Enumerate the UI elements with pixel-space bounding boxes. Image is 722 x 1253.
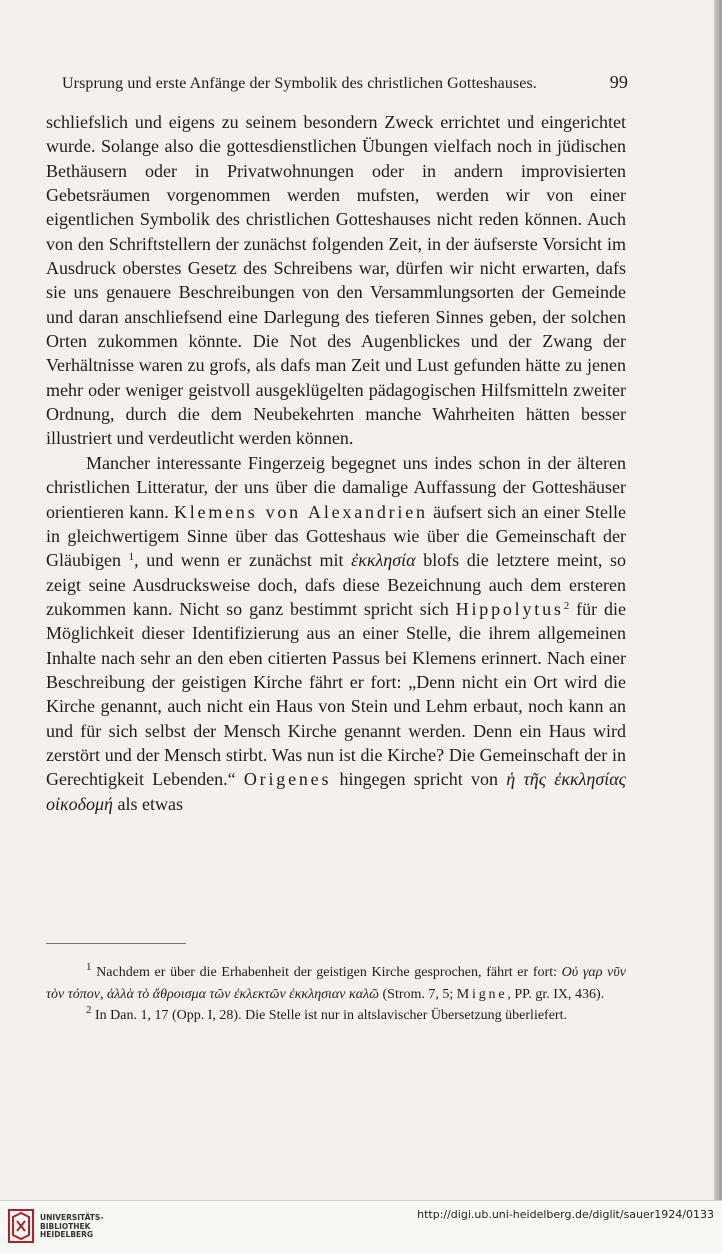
- paragraph-1: schliefslich und eigens zu seinem besondern Zweck errichtet und eingerichtet wurde. Solange also die gottesdienstlichen Übungen vielfach noch in jüdischen Bethäusern oder in Privatwohnungen oder in andern improvisierten Gebetsräumen vorgenommen werden mufsten, werden wir von einer eigentlichen Symbolik des christlichen Gotteshauses nicht reden können. Auch von den Schriftstellern der zunächst folgenden Zeit, in der äufserste Vorsicht im Ausdruck oberstes Gesetz des Schreibens war, dürfen wir nicht erwarten, dafs sie uns genauere Beschreibungen von den Versammlungsorten der Gemeinde und daran anschliefsend eine Darlegung des tieferen Sinnes geben, der solchen Orten zukommen könnte. Die Not des Augenblickes und der Zwang der Verhältnisse waren zu grofs, als dafs man Zeit und Lust gefunden hätte zu jenen mehr oder weniger geistvoll ausgeklügelten pädagogischen Hilfsmitteln zweiter Ordnung, durch die dem Neubekehrten manche Wahrheiten hätten besser illustriert und verdeutlicht werden können.: [46, 112, 626, 449]
- footnote-ref-2[interactable]: 2: [563, 599, 570, 612]
- footnote-ref-1[interactable]: 1: [128, 551, 135, 564]
- footnote-1: [46, 962, 626, 1005]
- permalink-url[interactable]: http://digi.ub.uni-heidelberg.de/diglit/sauer1924/0133: [417, 1208, 714, 1221]
- person-name-migne: Migne: [456, 986, 508, 1002]
- main-text: [46, 110, 626, 816]
- text-run: Mancher interessante Fingerzeig begegnet uns indes schon in der älteren christlichen Litteratur, der uns über die damalige Auffassung der Gotteshäuser orientieren kann.: [46, 452, 626, 522]
- paragraph-2: [46, 451, 626, 816]
- footnotes: [46, 962, 626, 1027]
- person-name-hippolytus: Hippolytus: [455, 598, 564, 619]
- text-run: äufsert sich an einer Stelle in gleichwertigem Sinne über das Gotteshaus wie über die Gemeinschaft der Gläubigen: [46, 501, 626, 571]
- page-edge-shadow: [714, 0, 722, 1200]
- footnote-divider: [46, 943, 186, 944]
- library-name: [40, 1214, 103, 1240]
- text-run: für die Möglichkeit dieser Identifizierung aus an einer Stelle, die ihrem allgemeinen Inhalte nach sehr an den eben citierten Passus bei Klemens erinnert. Nach einer Beschreibung der geistigen Kirche fährt er fort: „Denn nicht ein Ort wird die Kirche genannt, auch nicht ein Haus von Stein und Lehm erbaut, noch kann an und für sich selbst der Mensch Kirche genannt werden. Denn ein Haus wird zerstört und der Mensch stirbt. Was nun ist die Kirche? Die Gemeinschaft der in Gerechtigkeit Lebenden.“: [46, 598, 626, 790]
- greek-quote: Οὐ γαρ νῦν τὸν τόπον, ἀλλὰ τὸ ἄθροισμα τῶν ἐκλεκτῶν ἐκκλησιαν καλῶ: [46, 965, 627, 1002]
- text-run: blofs die letztere meint, so zeigt seine Ausdrucksweise doch, dafs diese Bezeichnung auch dem ersteren zukommen kann. Nicht so ganz bestimmt spricht sich: [46, 550, 627, 619]
- footnote-mark: 2: [86, 1004, 92, 1016]
- greek-term: ἐκκλησία: [351, 550, 416, 571]
- text-run: hingegen spricht von: [339, 769, 498, 790]
- text-run: In Dan. 1, 17 (Opp. I, 28). Die Stelle ist nur in altslavischer Übersetzung überliefert.: [95, 1008, 567, 1023]
- text-run: (Strom. 7, 5;: [382, 986, 454, 1002]
- footnote-mark: 1: [86, 961, 92, 973]
- running-header: [62, 72, 628, 93]
- text-run: , PP. gr. IX, 436).: [507, 986, 605, 1002]
- viewer-footer: [0, 1200, 722, 1253]
- greek-term: ἡ τῆς ἐκκλησίας οἰκοδομή: [46, 769, 626, 814]
- footnote-2: [46, 1005, 626, 1027]
- library-name-line: UNIVERSITÄTS-: [40, 1213, 104, 1222]
- university-library-logo-icon[interactable]: [8, 1209, 34, 1243]
- running-title: Ursprung und erste Anfänge der Symbolik des christlichen Gotteshauses.: [62, 75, 537, 92]
- page-number: 99: [609, 72, 628, 92]
- text-run: als etwas: [117, 793, 183, 814]
- text-run: , und wenn er zunächst mit: [134, 550, 344, 571]
- text-run: Nachdem er über die Erhabenheit der geistigen Kirche gesprochen, fährt er fort:: [96, 965, 557, 980]
- person-name-klemens: Klemens von Alexandrien: [173, 501, 428, 522]
- library-name-line: BIBLIOTHEK: [40, 1221, 91, 1231]
- person-name-origenes: Origenes: [243, 769, 332, 790]
- library-name-line: HEIDELBERG: [40, 1230, 94, 1240]
